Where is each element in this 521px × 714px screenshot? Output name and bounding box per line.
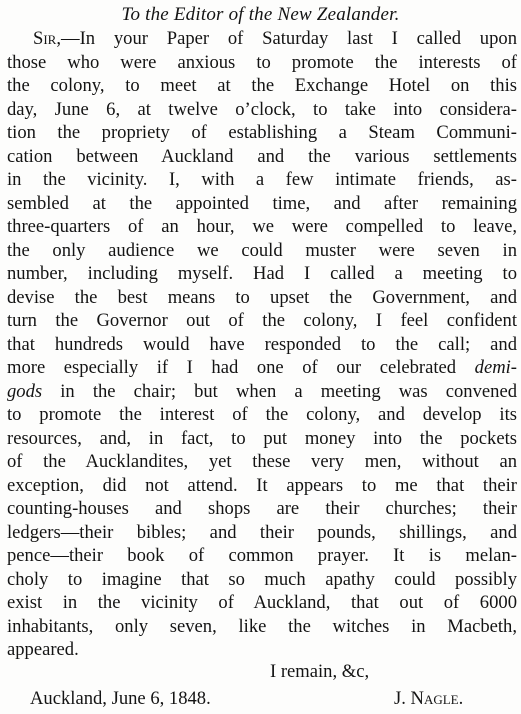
- letter-line: of the Aucklandites, yet these very men, without an: [7, 451, 517, 472]
- letter-line: turn the Governor out of the colony, I feel confident: [7, 310, 517, 331]
- letter-line: three-quarters of an hour, we were compelled to leave,: [7, 216, 517, 237]
- letter-heading: To the Editor of the New Zealander.: [121, 4, 400, 25]
- letter-line: the only audience we could muster were seven in: [7, 239, 517, 261]
- letter-line: counting-houses and shops are their churches; their: [7, 498, 517, 519]
- letter-line: pence—their book of common prayer. It is melan-: [7, 545, 517, 566]
- letter-line: cation between Auckland and the various settlements: [7, 145, 517, 167]
- signature: J. Nagle.: [394, 688, 464, 709]
- letter-line: ledgers—their bibles; and their pounds, shillings, and: [7, 521, 517, 543]
- letter-line: exist in the vicinity of Auckland, that out of 6000: [7, 592, 517, 613]
- letter-line: tion the propriety of establishing a Steam Communi-: [7, 122, 517, 143]
- letter-line: sembled at the appointed time, and after remaining: [7, 192, 517, 214]
- letter-line: resources, and, in fact, to put money into the pockets: [7, 427, 517, 449]
- italic-word: demi-: [474, 357, 517, 378]
- closing: I remain, &c,: [270, 661, 370, 682]
- salutation: Sir,: [33, 28, 61, 49]
- letter-line: appeared.: [7, 639, 79, 660]
- letter-line: to promote the interest of the colony, and develop its: [7, 404, 517, 425]
- letter-line: exception, did not attend. It appears to me that their: [7, 474, 517, 496]
- letter-line: gods in the chair; but when a meeting was convened: [7, 380, 517, 402]
- letter-line: that hundreds would have responded to the call; and: [7, 333, 517, 355]
- place-date: Auckland, June 6, 1848.: [30, 688, 211, 709]
- letter-body: [7, 27, 517, 662]
- letter-line: devise the best means to upset the Government, and: [7, 286, 517, 308]
- letter-line: in the vicinity. I, with a few intimate friends, as-: [7, 169, 517, 190]
- italic-word: gods: [7, 380, 43, 402]
- letter-line: choly to imagine that so much apathy could possibly: [7, 568, 517, 590]
- letter-line: day, June 6, at twelve o’clock, to take into considera-: [7, 98, 517, 120]
- letter-line: more especially if I had one of our celebrated demi-: [7, 357, 517, 378]
- letter-line: those who were anxious to promote the interests of: [7, 51, 517, 73]
- letter-line: Sir,—In your Paper of Saturday last I called upon: [33, 28, 517, 49]
- letter-line: inhabitants, only seven, like the witches in Macbeth,: [7, 615, 517, 637]
- letter-line: number, including myself. Had I called a meeting to: [7, 263, 517, 284]
- letter-line: the colony, to meet at the Exchange Hotel on this: [7, 75, 517, 96]
